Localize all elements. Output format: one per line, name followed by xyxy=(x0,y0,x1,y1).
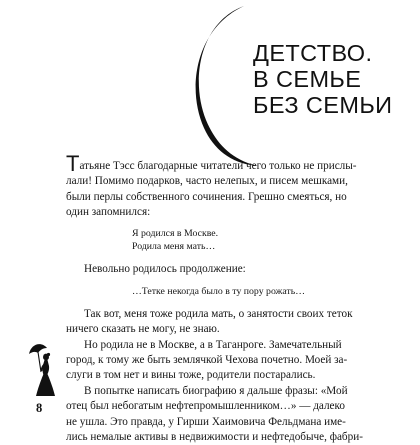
body-text xyxy=(66,151,384,445)
paragraph-5-line-1: В попытке написать биографию я дальше фразы: «Мой xyxy=(84,384,348,397)
page-number: 8 xyxy=(36,401,43,415)
paragraph-4-line-1: Но родила не в Москве, а в Таганроге. Замечательный xyxy=(84,338,342,351)
quote-2: …Тетке некогда было в ту пору рожать… xyxy=(132,286,306,298)
paragraph-2: Невольно родилось продолжение: xyxy=(84,262,246,275)
paragraph-1-line-1-text: атьяне Тэсс благодарные читатели чего только не прислы- xyxy=(79,160,357,172)
paragraph-1-line-3: были перлы собственного сочинения. Грешно смеяться, но xyxy=(66,190,347,203)
paragraph-1-line-4: один запомнился: xyxy=(66,206,151,219)
chapter-title-line-2: В СЕМЬЕ xyxy=(253,66,362,92)
chapter-title xyxy=(253,40,413,118)
paragraph-5-line-2: отец был небогатым нефтепромышленником…» — далеко xyxy=(66,400,345,413)
paragraph-3-line-2: ничего сказать не могу, не знаю. xyxy=(66,323,220,336)
paragraph-1-line-2: лали! Помимо подарков, часто нелепых, и писем мешками, xyxy=(66,175,348,188)
quote-1-line-2: Родила меня мать… xyxy=(132,241,216,253)
paragraph-3-line-1: Так вот, меня тоже родила мать, о занятости своих теток xyxy=(84,307,353,320)
woman-umbrella-silhouette-icon xyxy=(28,342,58,398)
paragraph-4-line-3: слуги в том нет и вины тоже, родители постарались. xyxy=(66,369,316,382)
paragraph-1-line-1 xyxy=(66,151,384,176)
paragraph-4-line-2: город, к тому же быть землячкой Чехова почетно. Моей за- xyxy=(66,354,348,367)
chapter-title-line-3: БЕЗ СЕМЬИ xyxy=(253,92,393,118)
quote-1-line-1: Я родился в Москве. xyxy=(132,227,219,239)
paragraph-5-line-4: лись немалые активы в недвижимости и нефтедобыче, фабри- xyxy=(66,431,363,444)
paragraph-5-line-3: не ушла. Это правда, у Гирши Хаимовича Фельдмана име- xyxy=(66,415,346,428)
drop-cap: Т xyxy=(66,151,80,176)
chapter-title-line-1: ДЕТСТВО. xyxy=(253,40,373,66)
